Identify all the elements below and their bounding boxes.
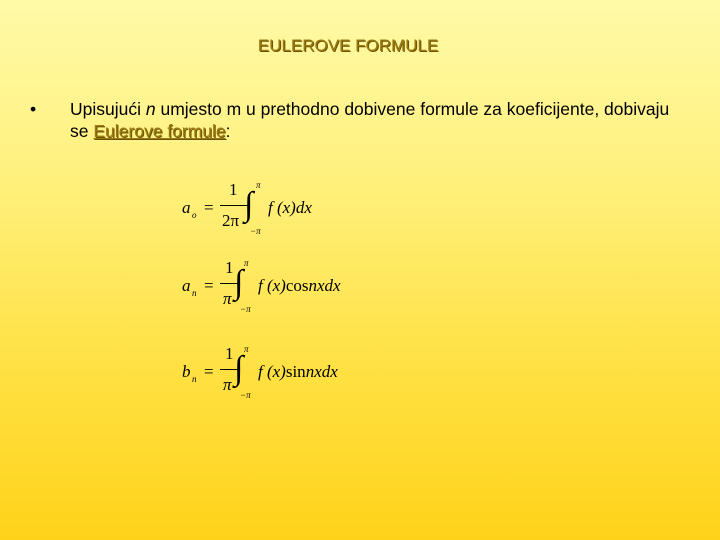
formula-bn-numerator: 1 <box>225 344 234 363</box>
formula-bn-denominator: π <box>223 375 232 394</box>
euler-formulas-link[interactable]: Eulerove formule <box>93 121 226 141</box>
formula-an-equals: = <box>204 276 214 295</box>
formula-an-integrand-function: f (x) <box>258 276 286 295</box>
formula-bn-integrand-function: f (x) <box>258 362 286 381</box>
formula-an-integrand-cos: cos <box>285 276 309 295</box>
formula-bn-equals: = <box>204 362 214 381</box>
formula-a0-denominator: 2π <box>222 211 240 230</box>
bullet-text-middle: umjesto m u prethodno dobivene formule za koeficijente, dobivaju se <box>70 99 670 141</box>
formula-a0-equals: = <box>204 198 214 217</box>
bullet-text-end: : <box>225 121 231 141</box>
formula-bn-integral-sign: ∫ <box>234 350 244 387</box>
formula-an-lhs: a <box>182 276 191 295</box>
formula-a0-subscript: o <box>192 210 197 220</box>
bullet-text-start: Upisujući <box>70 99 146 119</box>
formula-an <box>176 256 376 316</box>
formula-an-integrand <box>258 276 341 296</box>
formula-an-integrand-tail: nxdx <box>308 276 341 295</box>
formula-bn-integrand <box>258 362 338 382</box>
formula-bn-upper-limit: π <box>244 344 249 354</box>
formula-bn-subscript: n <box>192 374 197 384</box>
formula-a0-lhs: a <box>182 198 191 217</box>
formula-a0-upper-limit: π <box>256 180 261 190</box>
formula-bn-integrand-sin: sin <box>285 362 306 381</box>
bullet-variable: n <box>145 99 156 119</box>
bullet-item <box>30 98 690 142</box>
formula-bn-integrand-tail: nxdx <box>305 362 338 381</box>
formula-a0-integral-sign: ∫ <box>244 186 254 223</box>
formula-an-denominator: π <box>223 289 232 308</box>
formula-bn <box>176 342 376 402</box>
formula-a0 <box>176 178 356 238</box>
bullet-text <box>70 98 690 142</box>
formula-an-subscript: n <box>192 288 197 298</box>
formula-an-integral-sign: ∫ <box>234 264 244 301</box>
formula-bn-lhs: b <box>182 362 191 381</box>
formula-an-lower-limit: −π <box>240 304 251 314</box>
formula-bn-lower-limit: −π <box>240 390 251 400</box>
formula-an-upper-limit: π <box>244 258 249 268</box>
formula-a0-lower-limit: −π <box>250 226 261 236</box>
slide-title: EULEROVE FORMULE <box>257 36 439 55</box>
bullet-symbol: • <box>30 99 37 119</box>
formula-an-numerator: 1 <box>225 258 234 277</box>
formula-a0-integrand: f (x)dx <box>268 198 312 217</box>
formula-a0-numerator: 1 <box>229 180 238 199</box>
